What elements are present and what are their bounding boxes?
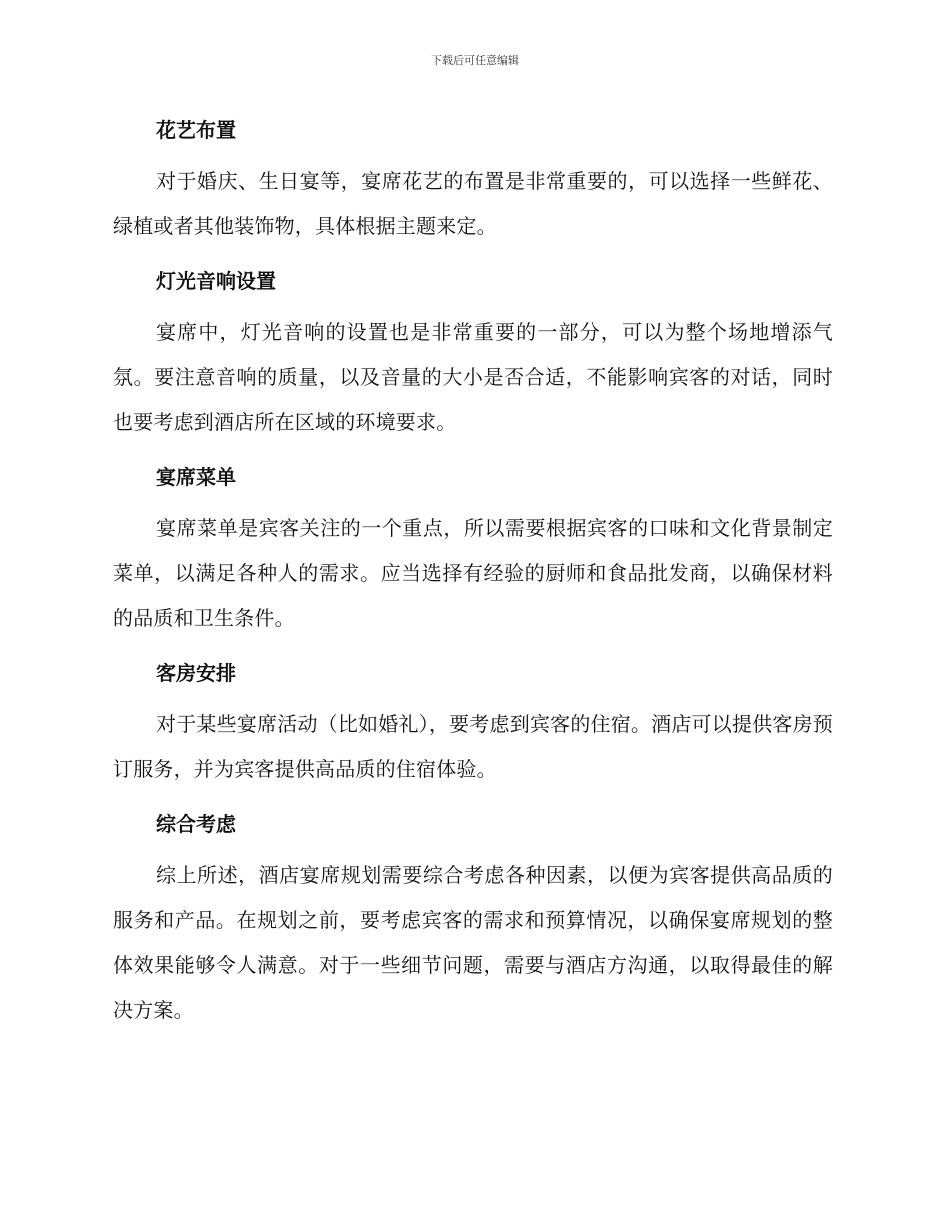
section-title-menu: 宴席菜单: [156, 465, 236, 489]
section-title-summary: 综合考虑: [156, 812, 236, 836]
section-title-lighting-sound: 灯光音响设置: [156, 269, 276, 293]
page-header: 下载后可任意编辑: [431, 54, 519, 67]
section-body-summary: 综上所述，酒店宴席规划需要综合考虑各种因素，以便为宾客提供高品质的服务和产品。在规划之前，要考虑宾客的需求和预算情况，以确保宴席规划的整体效果能够令人满意。对于一些细节问题，需要与酒店方沟通，以取得最佳的解决方案。: [113, 863, 833, 1022]
document-body: [113, 112, 833, 1033]
section-body-lighting-sound: 宴席中，灯光音响的设置也是非常重要的一部分，可以为整个场地增添气氛。要注意音响的质量，以及音量的大小是否合适，不能影响宾客的对话，同时也要考虑到酒店所在区域的环境要求。: [113, 320, 833, 434]
section-body-floral: 对于婚庆、生日宴等，宴席花艺的布置是非常重要的，可以选择一些鲜花、绿植或者其他装饰物，具体根据主题来定。: [113, 169, 833, 238]
section-body-rooms: 对于某些宴席活动（比如婚礼），要考虑到宾客的住宿。酒店可以提供客房预订服务，并为宾客提供高品质的住宿体验。: [113, 712, 833, 781]
section-body-menu: 宴席菜单是宾客关注的一个重点，所以需要根据宾客的口味和文化背景制定菜单，以满足各种人的需求。应当选择有经验的厨师和食品批发商，以确保材料的品质和卫生条件。: [113, 516, 833, 630]
section-title-rooms: 客房安排: [156, 661, 236, 685]
section-title-floral: 花艺布置: [156, 118, 236, 142]
